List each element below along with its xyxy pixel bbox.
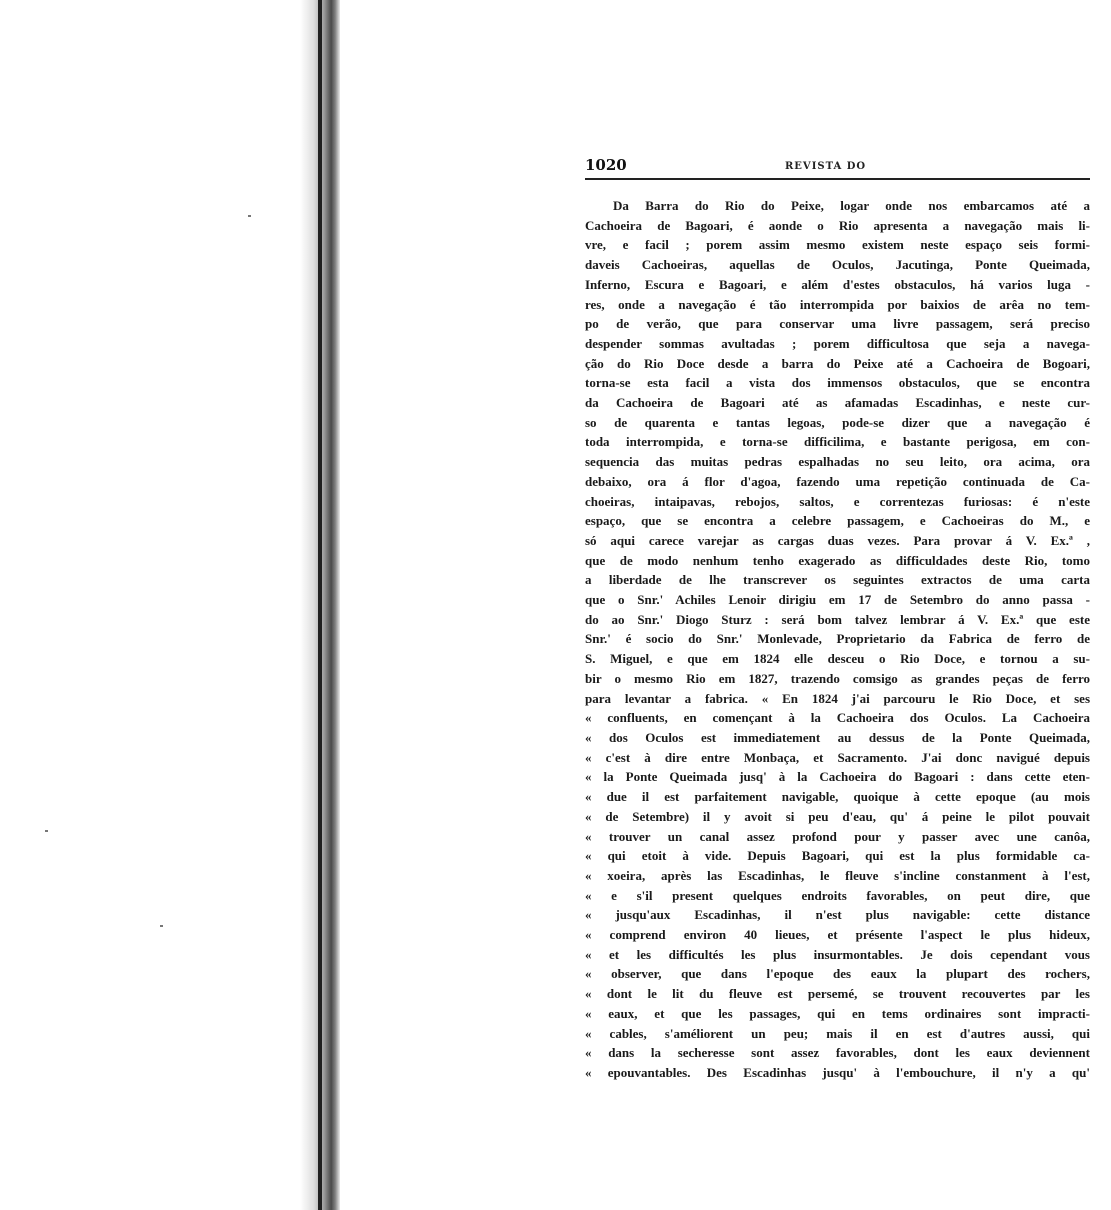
scan-speck: [160, 925, 163, 927]
text-line: « comprend environ 40 lieues, et présente l'aspect le plus hideux,: [585, 927, 1090, 943]
text-line: Da Barra do Rio do Peixe, logar onde nos embarcamos até a: [613, 198, 1090, 213]
text-line: só aqui carece varejar as cargas duas vezes. Para provar á V. Ex.ª ,: [585, 532, 1090, 548]
text-line: a liberdade de lhe transcrever os seguintes extractos de uma carta: [585, 572, 1090, 588]
text-line: « observer, que dans l'epoque des eaux la plupart des rochers,: [585, 966, 1090, 982]
text-line: « et les difficultés les plus insurmontables. Je dois cependant vous: [585, 946, 1090, 962]
text-line: « dont le lit du fleuve est persemé, se trouvent recouvertes par les: [585, 986, 1090, 1002]
text-line: « confluents, en començant à la Cachoeira dos Oculos. La Cachoeira: [585, 710, 1090, 726]
text-line: « dos Oculos est immediatement au dessus de la Ponte Queimada,: [585, 729, 1090, 745]
book-gutter-line: [318, 0, 322, 1210]
text-line: po de verão, que para conservar uma livre passagem, será preciso: [585, 316, 1090, 332]
text-line: « trouver un canal assez profond pour y passer avec une canôa,: [585, 828, 1090, 844]
scan-speck: [45, 830, 48, 832]
text-line: do ao Snr.' Diogo Sturz : será bom talvez lembrar á V. Ex.ª que este: [585, 611, 1090, 627]
text-line: daveis Cachoeiras, aquellas de Oculos, Jacutinga, Ponte Queimada,: [585, 257, 1090, 273]
text-line: « e s'il present quelques endroits favorables, on peut dire, que: [585, 887, 1090, 903]
text-line: da Cachoeira de Bagoari até as afamadas Escadinhas, e neste cur-: [585, 395, 1090, 411]
text-line: « due il est parfaitement navigable, quoique à cette epoque (au mois: [585, 789, 1090, 805]
text-line: « la Ponte Queimada jusq' à la Cachoeira do Bagoari : dans cette eten-: [585, 769, 1090, 785]
scan-speck: [248, 215, 251, 217]
page-header: [585, 150, 1090, 180]
text-line: choeiras, intaipavas, rebojos, saltos, e correntezas furiosas: é n'este: [585, 493, 1090, 509]
text-line: « eaux, et que les passages, qui en tems ordinaires sont impracti-: [585, 1005, 1090, 1021]
text-line: vre, e facil ; porem assim mesmo existem neste espaço seis formi-: [585, 237, 1090, 253]
running-head: REVISTA DO: [785, 161, 867, 172]
text-line: « dans la secheresse sont assez favorables, dont les eaux deviennent: [585, 1045, 1090, 1061]
text-line: para levantar a fabrica. « En 1824 j'ai parcouru le Rio Doce, et ses: [585, 690, 1090, 706]
text-line: S. Miguel, e que em 1824 elle desceu o Rio Doce, e tornou a su-: [585, 651, 1090, 667]
text-line: despender sommas avultadas ; porem difficultosa que seja a navega-: [585, 335, 1090, 351]
text-line: Snr.' é socio do Snr.' Monlevade, Proprietario da Fabrica de ferro de: [585, 631, 1090, 647]
body-text: [585, 196, 1090, 1083]
text-line: sequencia das muitas pedras espalhadas no seu leito, ora acima, ora: [585, 454, 1090, 470]
text-line: « c'est à dire entre Monbaça, et Sacramento. J'ai donc navigué depuis: [585, 749, 1090, 765]
text-line: res, onde a navegação é tão interrompida por baixios de arêa no tem-: [585, 296, 1090, 312]
text-line: Inferno, Escura e Bagoari, e além d'estes obstaculos, há varios luga -: [585, 276, 1090, 292]
text-line: ção do Rio Doce desde a barra do Peixe até a Cachoeira de Bogoari,: [585, 355, 1090, 371]
text-line: « epouvantables. Des Escadinhas jusqu' à l'embouchure, il n'y a qu': [585, 1064, 1090, 1080]
text-line: « cables, s'améliorent un peu; mais il en est d'autres aussi, qui: [585, 1025, 1090, 1041]
text-line: toda interrompida, e torna-se difficilima, e bastante perigosa, em con-: [585, 434, 1090, 450]
text-line: « jusqu'aux Escadinhas, il n'est plus navigable: cette distance: [585, 907, 1090, 923]
book-page: [585, 150, 1090, 1083]
text-line: debaixo, ora á flor d'agoa, fazendo uma repetição continuada de Ca-: [585, 473, 1090, 489]
text-line: « de Setembre) il y avoit si peu d'eau, qu' á peine le pilot pouvait: [585, 808, 1090, 824]
text-line: espaço, que se encontra a celebre passagem, e Cachoeiras do M., e: [585, 513, 1090, 529]
text-line: que de modo nenhum tenho exagerado as difficuldades deste Rio, tomo: [585, 552, 1090, 568]
text-line: bir o mesmo Rio em 1827, trazendo comsigo as grandes peças de ferro: [585, 670, 1090, 686]
text-line: Cachoeira de Bagoari, é aonde o Rio apresenta a navegação mais li-: [585, 217, 1090, 233]
text-line: que o Snr.' Achiles Lenoir dirigiu em 17 de Setembro do anno passa -: [585, 592, 1090, 608]
text-line: « xoeira, après las Escadinhas, le fleuve s'incline constanment à l'est,: [585, 867, 1090, 883]
text-line: so de quarenta e tantas legoas, pode-se dizer que a navegação é: [585, 414, 1090, 430]
page-number: 1020: [585, 156, 627, 174]
text-line: « qui etoit à vide. Depuis Bagoari, qui est la plus formidable ca-: [585, 848, 1090, 864]
text-line: torna-se esta facil a vista dos immensos obstaculos, que se encontra: [585, 375, 1090, 391]
